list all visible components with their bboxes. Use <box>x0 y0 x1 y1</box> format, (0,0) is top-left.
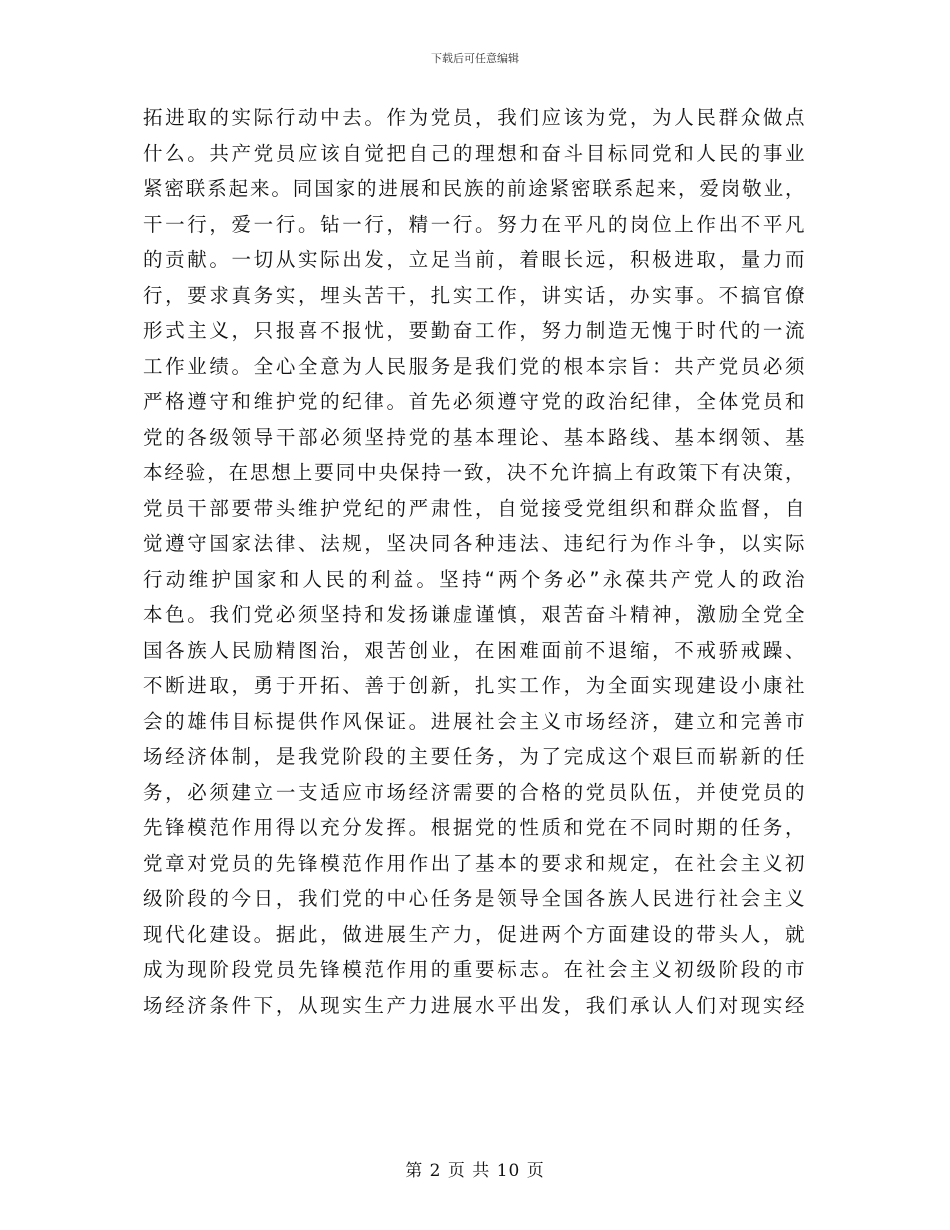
body-line-19: 场经济体制，是我党阶段的主要任务，为了完成这个艰巨而崭新的任 <box>143 745 805 768</box>
body-line-26: 场经济条件下，从现实生产力进展水平出发，我们承认人们对现实经 <box>143 993 805 1017</box>
body-line-3: 紧密联系起来。同国家的进展和民族的前途紧密联系起来，爱岗敬业， <box>143 177 805 200</box>
body-line-9: 严格遵守和维护党的纪律。首先必须遵守党的政治纪律，全体党员和 <box>143 390 805 413</box>
body-line-5: 的贡献。一切从实际出发，立足当前，着眼长远，积极进取，量力而 <box>143 248 805 271</box>
body-line-14: 行动维护国家和人民的利益。坚持“两个务必”永葆共产党人的政治 <box>143 567 805 591</box>
body-line-22: 党章对党员的先锋模范作用作出了基本的要求和规定，在社会主义初 <box>143 851 805 875</box>
body-line-2: 什么。共产党员应该自觉把自己的理想和奋斗目标同党和人民的事业 <box>143 141 805 165</box>
body-line-18: 会的雄伟目标提供作风保证。进展社会主义市场经济，建立和完善市 <box>143 709 805 733</box>
body-line-17: 不断进取，勇于开拓、善于创新，扎实工作，为全面实现建设小康社 <box>143 674 805 697</box>
body-line-15: 本色。我们党必须坚持和发扬谦虚谨慎，艰苦奋斗精神，激励全党全 <box>143 603 805 626</box>
page-number: 第 2 页 共 10 页 <box>405 1161 545 1181</box>
body-line-6: 行，要求真务实，埋头苦干，扎实工作，讲实话，办实事。不搞官僚 <box>143 283 805 307</box>
body-line-8: 工作业绩。全心全意为人民服务是我们党的根本宗旨：共产党员必须 <box>143 354 805 378</box>
body-line-23: 级阶段的今日，我们党的中心任务是领导全国各族人民进行社会主义 <box>143 887 805 910</box>
body-line-11: 本经验，在思想上要同中央保持一致，决不允许搞上有政策下有决策， <box>143 461 805 484</box>
body-line-20: 务，必须建立一支适应市场经济需要的合格的党员队伍，并使党员的 <box>143 780 805 804</box>
body-line-7: 形式主义，只报喜不报忧，要勤奋工作，努力制造无愧于时代的一流 <box>143 319 805 342</box>
body-line-12: 党员干部要带头维护党纪的严肃性，自觉接受党组织和群众监督，自 <box>143 496 805 520</box>
body-line-1: 拓进取的实际行动中去。作为党员，我们应该为党，为人民群众做点 <box>143 106 805 129</box>
body-line-4: 干一行，爱一行。钻一行，精一行。努力在平凡的岗位上作出不平凡 <box>143 212 805 236</box>
body-line-13: 觉遵守国家法律、法规，坚决同各种违法、违纪行为作斗争，以实际 <box>143 532 805 555</box>
body-line-25: 成为现阶段党员先锋模范作用的重要标志。在社会主义初级阶段的市 <box>143 958 805 981</box>
page-header: 下载后可任意编辑 <box>431 52 519 65</box>
body-line-24: 现代化建设。据此，做进展生产力，促进两个方面建设的带头人，就 <box>143 922 805 946</box>
body-line-10: 党的各级领导干部必须坚持党的基本理论、基本路线、基本纲领、基 <box>143 425 805 449</box>
body-line-16: 国各族人民励精图治，艰苦创业，在困难面前不退缩，不戒骄戒躁、 <box>143 638 805 662</box>
document-body <box>143 100 805 1023</box>
body-line-21: 先锋模范作用得以充分发挥。根据党的性质和党在不同时期的任务， <box>143 816 805 839</box>
